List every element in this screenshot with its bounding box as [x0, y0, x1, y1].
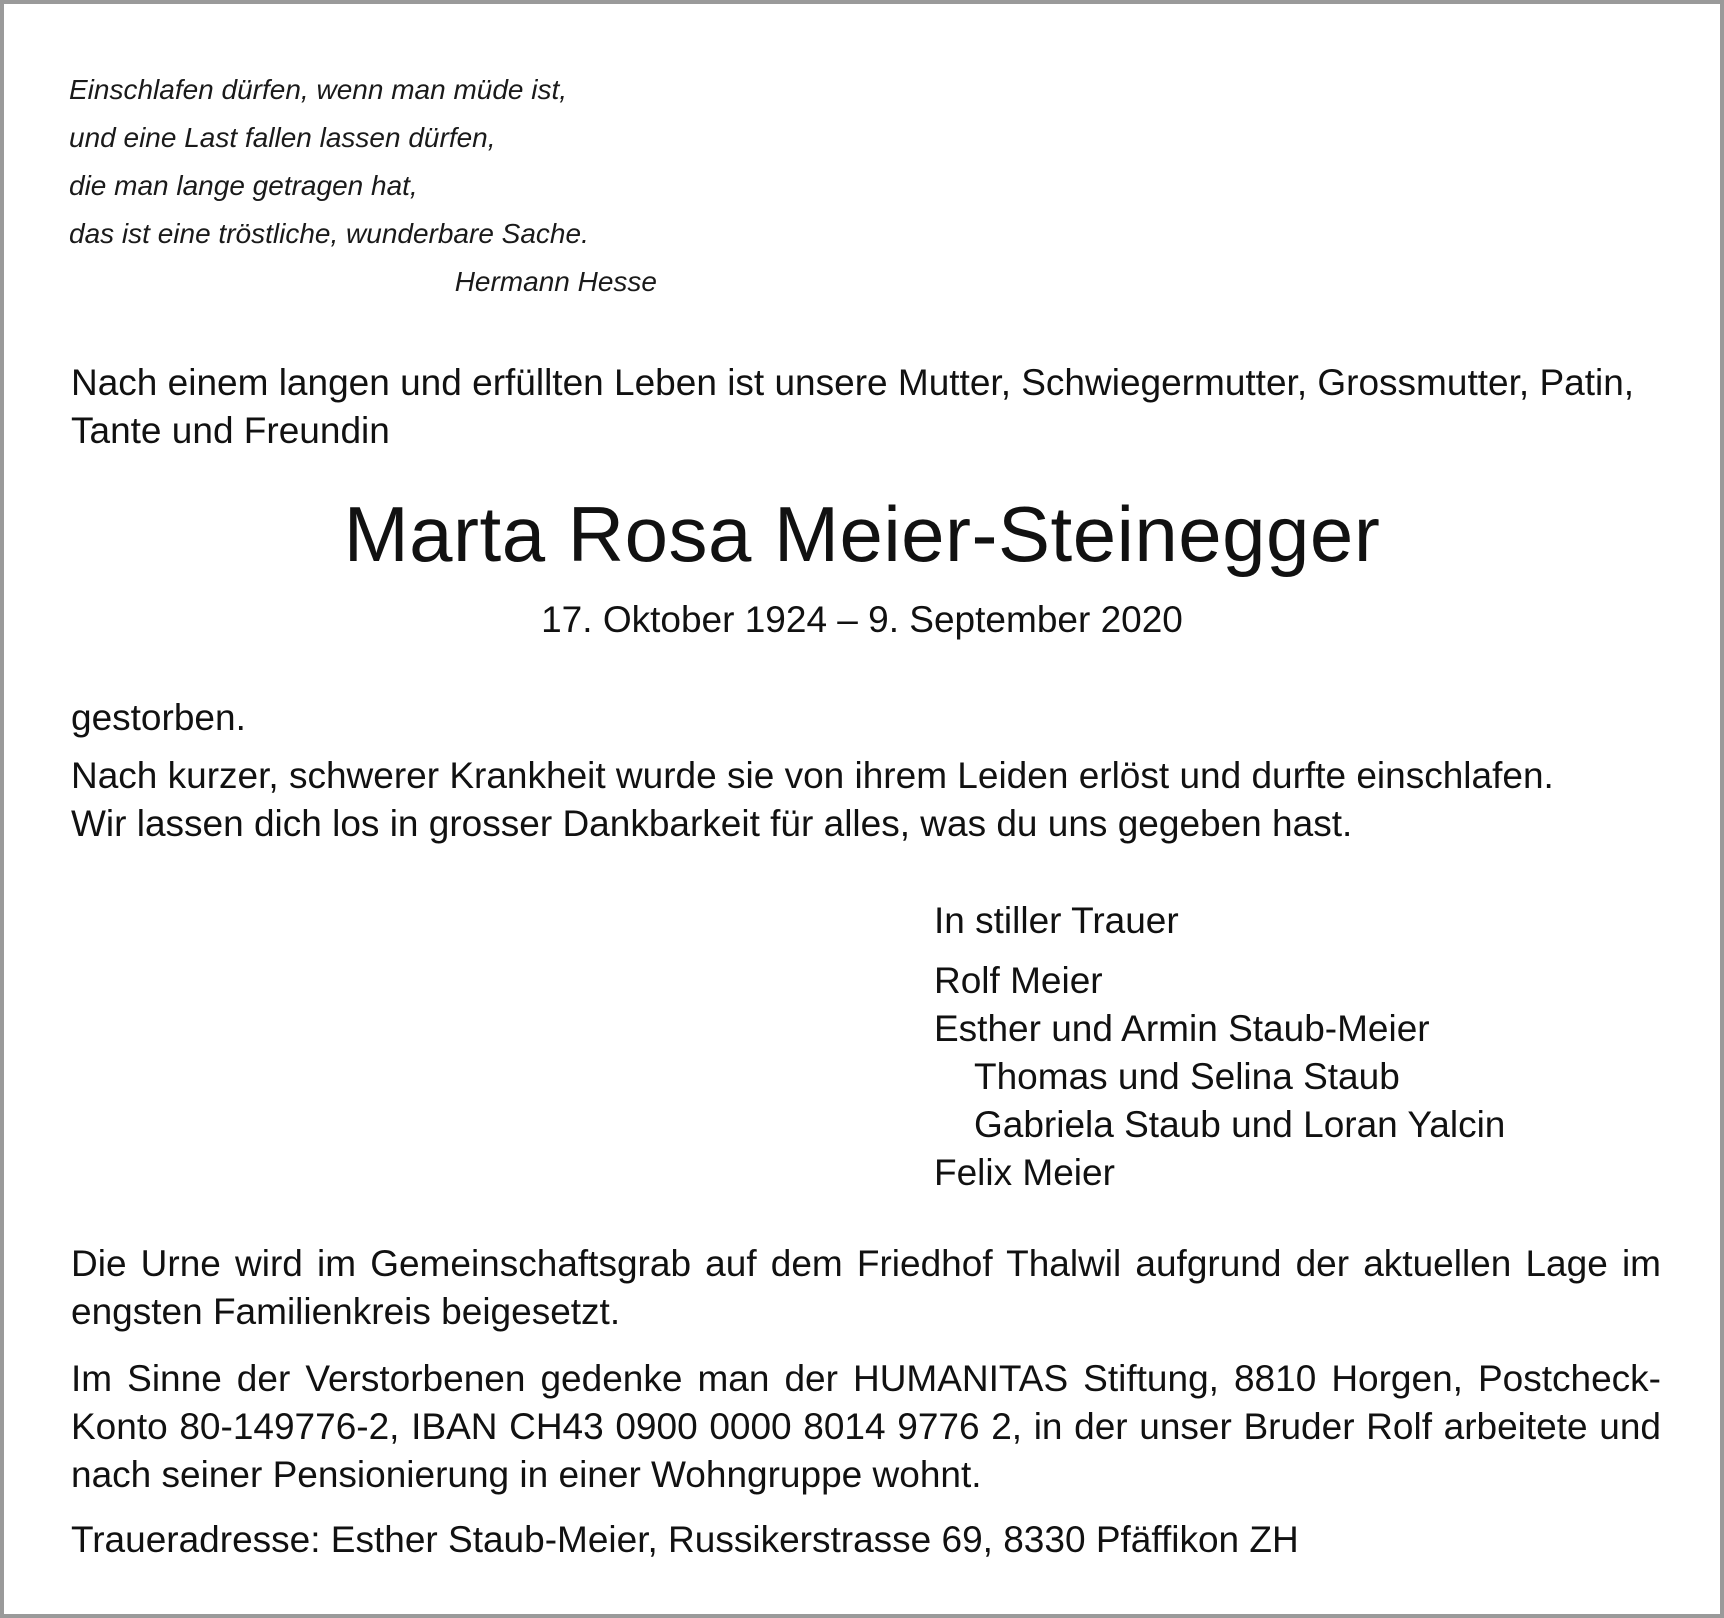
motto-quote — [69, 66, 669, 306]
mourner-name: Felix Meier — [934, 1152, 1115, 1193]
motto-author: Hermann Hesse — [454, 266, 657, 297]
farewell-line-1: Nach kurzer, schwerer Krankheit wurde sie von ihrem Leiden erlöst und durfte einschlafen. — [71, 755, 1554, 796]
motto-line: und eine Last fallen lassen dürfen, — [69, 122, 496, 153]
obituary-content — [4, 4, 1720, 1614]
life-dates: 17. Oktober 1924 – 9. September 2020 — [541, 599, 1183, 640]
motto-line: die man lange getragen hat, — [69, 170, 418, 201]
mourner-name: Gabriela Staub und Loran Yalcin — [974, 1104, 1506, 1145]
mourners-block — [934, 897, 1505, 1197]
mourner-name: Rolf Meier — [934, 960, 1103, 1001]
deceased-name: Marta Rosa Meier-Steinegger — [343, 490, 1381, 578]
farewell-line-2: Wir lassen dich los in grosser Dankbarkeit für alles, was du uns gegeben hast. — [71, 803, 1353, 844]
mourner-name: Thomas und Selina Staub — [974, 1056, 1400, 1097]
motto-line: Einschlafen dürfen, wenn man müde ist, — [69, 74, 568, 105]
mourner-name: Esther und Armin Staub-Meier — [934, 1008, 1430, 1049]
mourning-address: Traueradresse: Esther Staub-Meier, Russikerstrasse 69, 8330 Pfäffikon ZH — [71, 1519, 1299, 1560]
urn-notice: Die Urne wird im Gemeinschaftsgrab auf dem Friedhof Thalwil aufgrund der aktuellen Lage im engsten Familienkreis beigesetzt. — [71, 1243, 1661, 1332]
donation-notice: Im Sinne der Verstorbenen gedenke man der HUMANITAS Stiftung, 8810 Horgen, Postcheck-Konto 80-149776-2, IBAN CH43 0900 0000 8014 9776 2, in der unser Bruder Rolf arbeitete und nach seiner Pensionierung in einer Wohngruppe wohnt. — [71, 1358, 1661, 1495]
intro-text: Nach einem langen und erfüllten Leben ist unsere Mutter, Schwiegermutter, Grossmutter, Patin, Tante und Freundin — [71, 362, 1635, 451]
farewell-paragraph — [71, 752, 1661, 848]
mourners-lead: In stiller Trauer — [934, 900, 1179, 941]
died-word: gestorben. — [71, 697, 246, 738]
motto-line: das ist eine tröstliche, wunderbare Sache. — [69, 218, 589, 249]
